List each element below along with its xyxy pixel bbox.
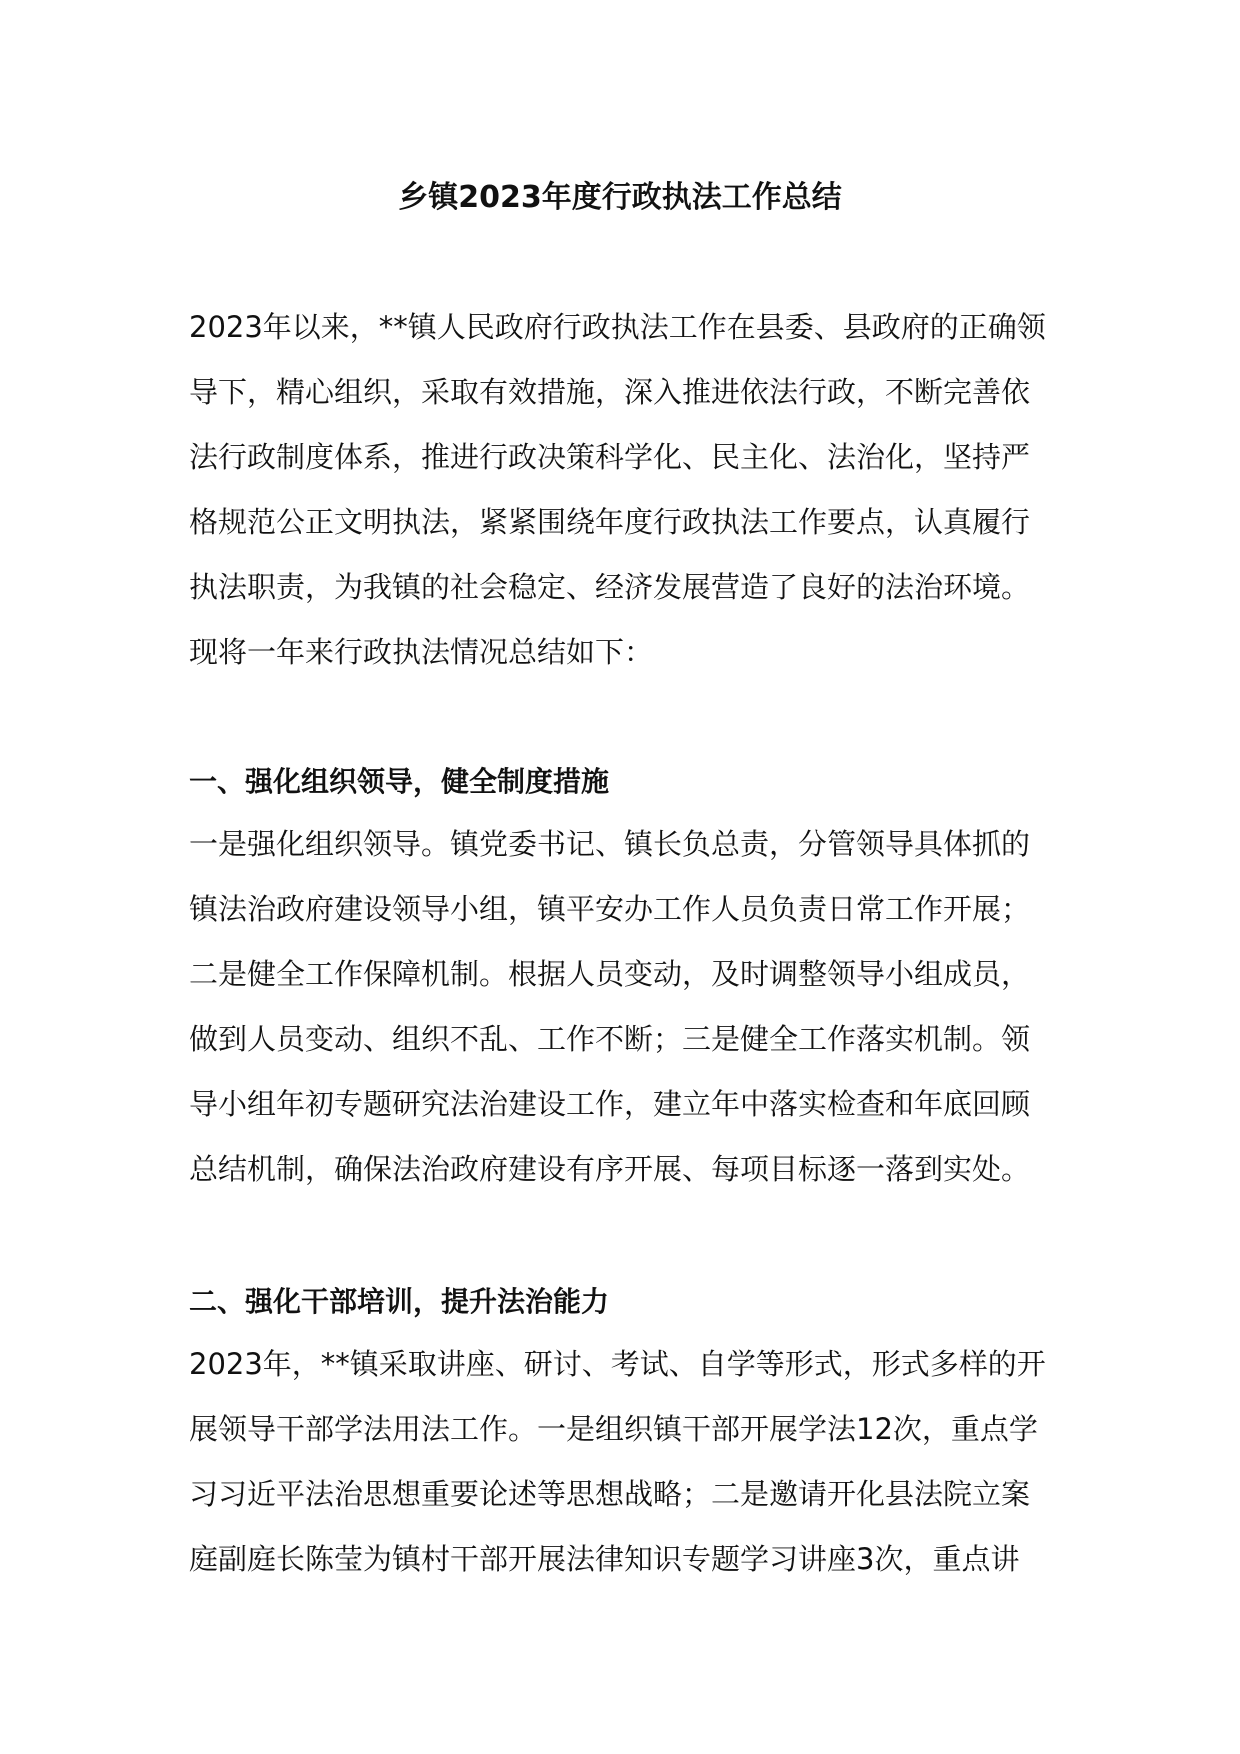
section2-line: 庭副庭长陈莹为镇村干部开展法律知识专题学习讲座3次，重点讲 <box>189 1542 1020 1576</box>
section1-line: 镇法治政府建设领导小组，镇平安办工作人员负责日常工作开展； <box>189 892 1031 926</box>
section2-line: 习习近平法治思想重要论述等思想战略；二是邀请开化县法院立案 <box>189 1477 1031 1511</box>
section1-line: 总结机制，确保法治政府建设有序开展、每项目标逐一落到实处。 <box>189 1152 1031 1186</box>
section2-paragraph <box>189 1332 1089 1592</box>
section1-line: 二是健全工作保障机制。根据人员变动，及时调整领导小组成员， <box>189 957 1031 991</box>
intro-paragraph <box>189 295 1089 685</box>
document-title: 乡镇2023年度行政执法工作总结 <box>398 180 842 215</box>
intro-line: 现将一年来行政执法情况总结如下： <box>189 635 654 669</box>
intro-line: 法行政制度体系，推进行政决策科学化、民主化、法治化，坚持严 <box>189 440 1031 474</box>
section2-line: 展领导干部学法用法工作。一是组织镇干部开展学法12次，重点学 <box>189 1412 1038 1446</box>
section2-heading: 二、强化干部培训，提升法治能力 <box>189 1285 610 1318</box>
intro-line: 格规范公正文明执法，紧紧围绕年度行政执法工作要点，认真履行 <box>189 505 1031 539</box>
section1-line: 做到人员变动、组织不乱、工作不断；三是健全工作落实机制。领 <box>189 1022 1031 1056</box>
section1-heading: 一、强化组织领导，健全制度措施 <box>189 765 610 798</box>
section1-paragraph <box>189 812 1089 1202</box>
section2-line: 2023年，**镇采取讲座、研讨、考试、自学等形式，形式多样的开 <box>189 1347 1046 1381</box>
intro-line: 导下，精心组织，采取有效措施，深入推进依法行政，不断完善依 <box>189 375 1031 409</box>
intro-line: 2023年以来，**镇人民政府行政执法工作在县委、县政府的正确领 <box>189 310 1046 344</box>
section1-line: 导小组年初专题研究法治建设工作，建立年中落实检查和年底回顾 <box>189 1087 1031 1121</box>
intro-line: 执法职责，为我镇的社会稳定、经济发展营造了良好的法治环境。 <box>189 570 1031 604</box>
section1-line: 一是强化组织领导。镇党委书记、镇长负总责，分管领导具体抓的 <box>189 827 1031 861</box>
